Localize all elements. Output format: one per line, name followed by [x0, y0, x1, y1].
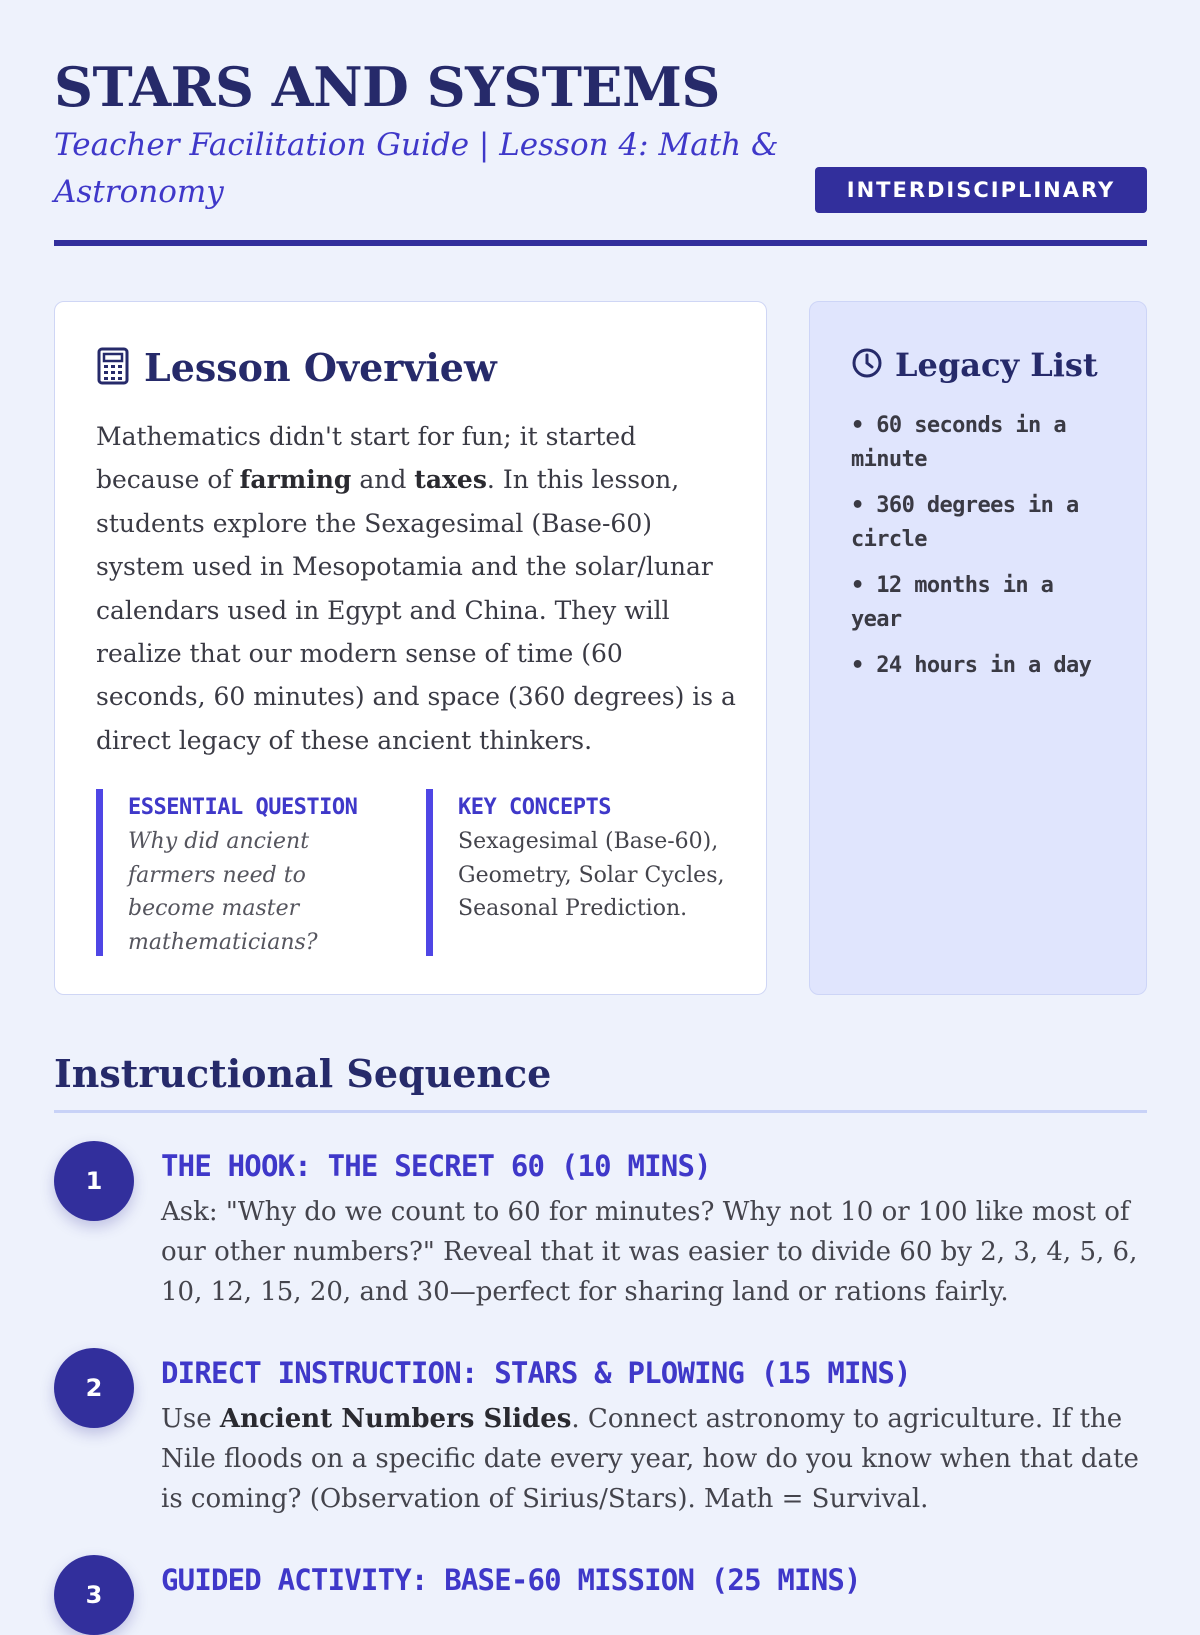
page-title: STARS AND SYSTEMS — [54, 55, 720, 119]
header-divider — [54, 240, 1147, 246]
legacy-list-heading: Legacy List — [895, 346, 1098, 384]
key-concepts-text: Sexagesimal (Base-60), Geometry, Solar Cycles, Seasonal Prediction. — [458, 829, 725, 921]
lesson-overview-card — [54, 301, 767, 995]
essential-question-callout — [96, 789, 396, 956]
legacy-list-card — [809, 301, 1147, 995]
step-number: 1 — [54, 1141, 134, 1221]
sequence-heading: Instructional Sequence — [54, 1051, 552, 1096]
lesson-overview-heading: Lesson Overview — [144, 345, 497, 390]
lesson-overview-text: Mathematics didn't start for fun; it started because of farming and taxes. In this lesson, students explore the Sexagesimal (Base-60) system used in Mesopotamia and the solar/lunar calendars used in Egypt and China. They will realize that our modern sense of time (60 seconds, 60 minutes) and space (360 degrees) is a direct legacy of these ancient thinkers. — [96, 422, 736, 755]
legacy-item: • 60 seconds in a minute — [851, 413, 1066, 472]
essential-question-label: ESSENTIAL QUESTION — [128, 795, 358, 820]
legacy-items — [851, 409, 1111, 696]
step-title: DIRECT INSTRUCTION: STARS & PLOWING (15 MINS) — [161, 1356, 911, 1390]
step-title: THE HOOK: THE SECRET 60 (10 MINS) — [161, 1149, 711, 1183]
legacy-list-header — [851, 347, 1098, 383]
step-title: GUIDED ACTIVITY: BASE-60 MISSION (25 MINS) — [161, 1563, 861, 1597]
interdisciplinary-badge: INTERDISCIPLINARY — [815, 167, 1147, 213]
slides-reference: Ancient Numbers Slides — [219, 1404, 572, 1434]
key-concepts-label: KEY CONCEPTS — [458, 795, 611, 820]
step-body: Use Ancient Numbers Slides. Connect astronomy to agriculture. If the Nile floods on a specific date every year, how do you know when that date is coming? (Observation of Sirius/Stars). Math = Survival. — [161, 1404, 1139, 1514]
calculator-icon — [96, 347, 130, 389]
taxes-emphasis: taxes — [414, 465, 487, 495]
step-number: 2 — [54, 1348, 134, 1428]
key-concepts-callout — [426, 789, 726, 956]
page-subtitle: Teacher Facilitation Guide | Lesson 4: Math & Astronomy — [54, 127, 779, 210]
legacy-item: • 12 months in a year — [851, 573, 1054, 632]
legacy-item: • 24 hours in a day — [851, 653, 1092, 678]
step-number: 3 — [54, 1555, 134, 1635]
sequence-divider — [54, 1110, 1147, 1113]
lesson-overview-header — [96, 347, 497, 389]
essential-question-text: Why did ancient farmers need to become master mathematicians? — [128, 829, 318, 955]
step-body: Ask: "Why do we count to 60 for minutes? Why not 10 or 100 like most of our other numbers?" Reveal that it was easier to divide 60 by 2, 3, 4, 5, 6, 10, 12, 15, 20, and 30—perfect for sharing land or rations fairly. — [161, 1197, 1138, 1307]
legacy-item: • 360 degrees in a circle — [851, 493, 1079, 552]
farming-emphasis: farming — [239, 465, 352, 495]
clock-icon — [851, 347, 883, 383]
